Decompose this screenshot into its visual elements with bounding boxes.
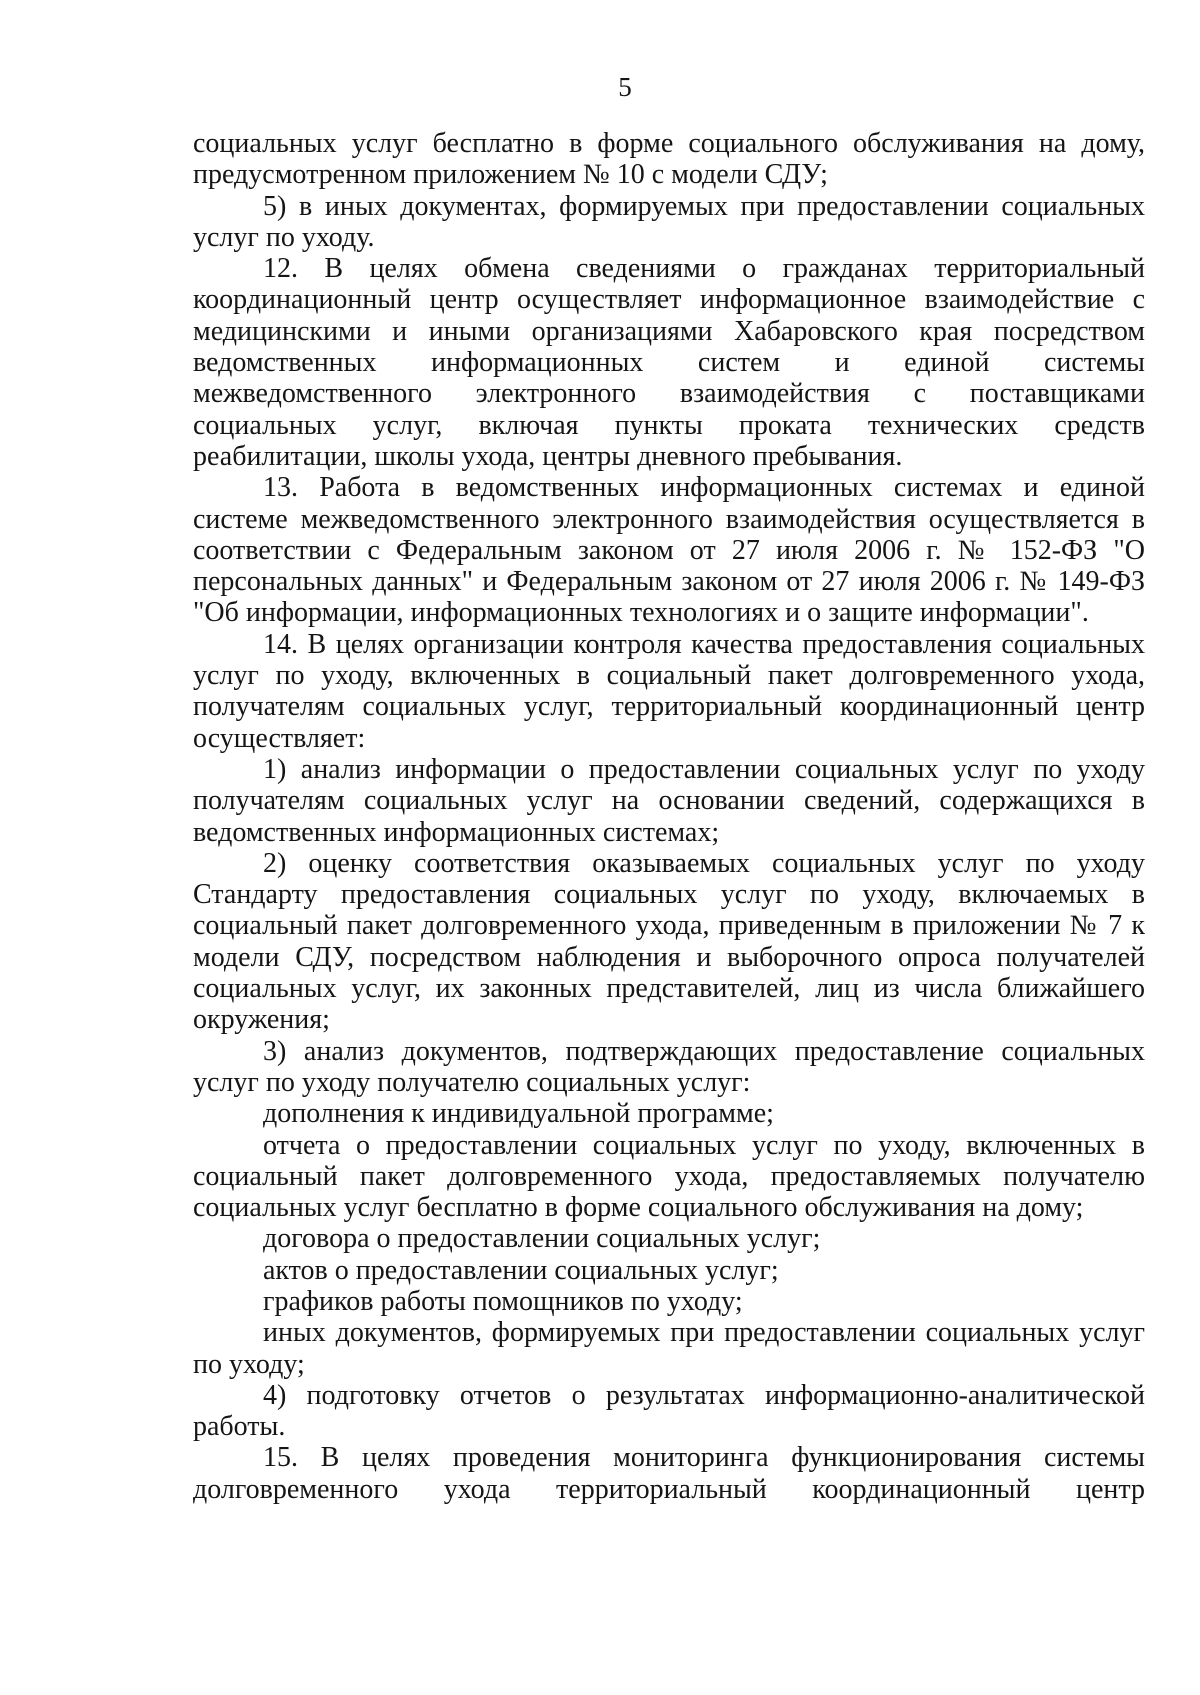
paragraph-item-2: 2) оценку соответствия оказываемых социальных услуг по уходу Стандарту предоставления социальных услуг по уходу, включаемых в социальный пакет долговременного ухода, приведенным в приложении № 7 к модели СДУ, посредством наблюдения и выборочного опроса получателей социальных услуг, их законных представителей, лиц из числа ближайшего окружения; xyxy=(193,847,1145,1036)
page-number: 5 xyxy=(618,72,632,102)
list-item-supplement: дополнения к индивидуальной программе; xyxy=(263,1098,774,1130)
paragraph-item-3: 3) анализ документов, подтверждающих предоставление социальных услуг по уходу получателю социальных услуг: xyxy=(193,1035,1145,1098)
paragraph-item-1: 1) анализ информации о предоставлении социальных услуг по уходу получателям социальных услуг на основании сведений, содержащихся в ведомственных информационных системах; xyxy=(193,753,1145,848)
list-item-acts: актов о предоставлении социальных услуг; xyxy=(263,1254,779,1286)
list-item-report: отчета о предоставлении социальных услуг по уходу, включенных в социальный пакет долговременного ухода, предоставляемых получателю социальных услуг бесплатно в форме социального обслуживания на дому; xyxy=(193,1129,1145,1224)
paragraph-clause-14: 14. В целях организации контроля качества предоставления социальных услуг по уходу, включенных в социальный пакет долговременного ухода, получателям социальных услуг, территориальный координационный центр осуществляет: xyxy=(193,628,1145,754)
list-item-schedules: графиков работы помощников по уходу; xyxy=(263,1285,743,1317)
list-item-contract: договора о предоставлении социальных услуг; xyxy=(263,1223,821,1255)
paragraph-continuation: социальных услуг бесплатно в форме социального обслуживания на дому, предусмотренном приложением № 10 с модели СДУ; xyxy=(193,128,1145,191)
document-body xyxy=(193,128,1145,1505)
paragraph-clause-12: 12. В целях обмена сведениями о гражданах территориальный координационный центр осуществляет информационное взаимодействие с медицинскими и иными организациями Хабаровского края посредством ведомственных информационных систем и единой системы межведомственного электронного взаимодействия с поставщиками социальных услуг, включая пункты проката технических средств реабилитации, школы ухода, центры дневного пребывания. xyxy=(193,253,1145,472)
paragraph-item-4: 4) подготовку отчетов о результатах информационно-аналитической работы. xyxy=(193,1379,1145,1443)
paragraph-item-5: 5) в иных документах, формируемых при предоставлении социальных услуг по уходу. xyxy=(193,190,1145,253)
paragraph-clause-15: 15. В целях проведения мониторинга функционирования системы долговременного ухода территориальный координационный центр xyxy=(193,1442,1145,1505)
paragraph-clause-13: 13. Работа в ведомственных информационных системах и единой системе межведомственного электронного взаимодействия осуществляется в соответствии с Федеральным законом от 27 июля 2006 г. № 152-ФЗ "О персональных данных" и Федеральным законом от 27 июля 2006 г. № 149-ФЗ "Об информации, информационных технологиях и о защите информации". xyxy=(193,472,1145,629)
list-item-other-documents: иных документов, формируемых при предоставлении социальных услуг по уходу; xyxy=(193,1317,1145,1380)
